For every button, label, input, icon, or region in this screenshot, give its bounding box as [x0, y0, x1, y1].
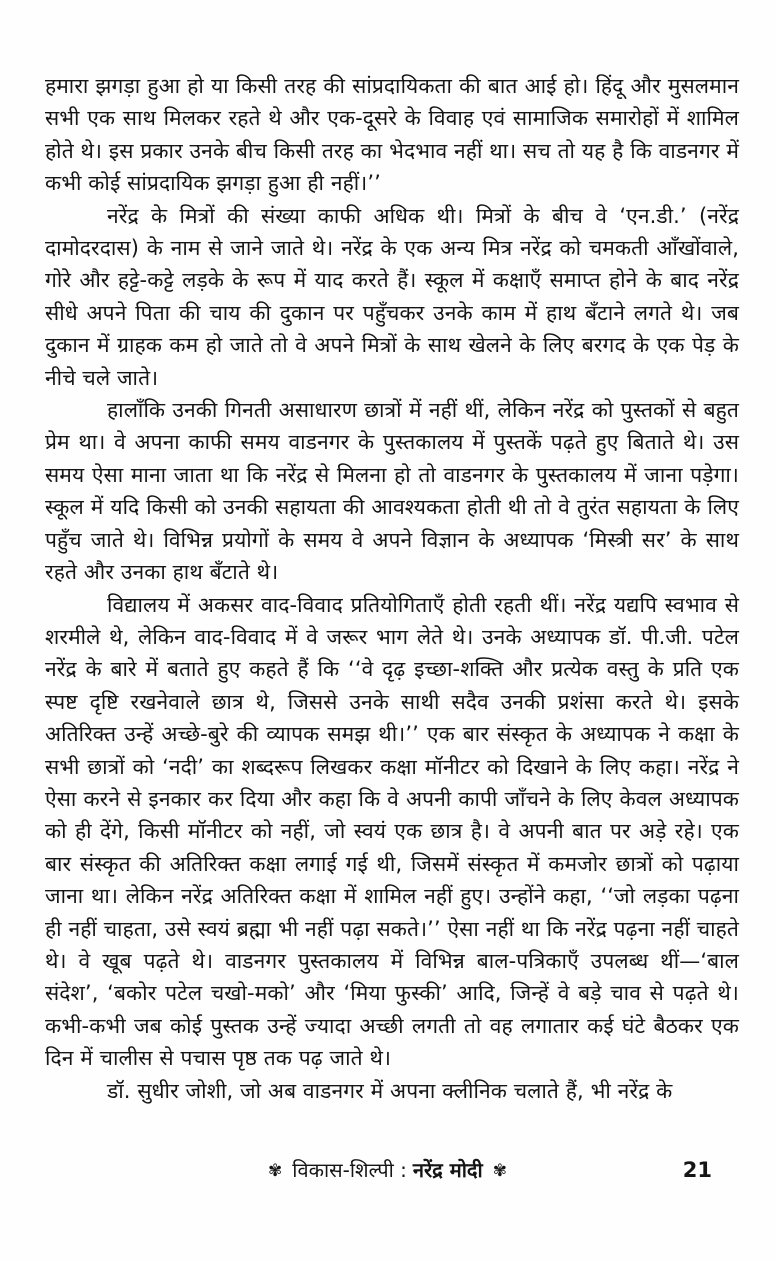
paragraph-4: विद्यालय में अकसर वाद-विवाद प्रतियोगिताएँ होती रहती थीं। नरेंद्र यद्यपि स्वभाव से शरमीले थे, लेकिन वाद-विवाद में वे जरूर भाग लेते थे। उनके अध्यापक डॉ. पी.जी. पटेल नरेंद्र के बारे में बताते हुए कहते हैं कि ‘‘वे दृढ़ इच्छा-शक्ति और प्रत्येक वस्तु के प्रति एक स्पष्ट दृष्टि रखनेवाले छात्र थे, जिससे उनके साथी सदैव उनकी प्रशंसा करते थे। इसके अतिरिक्त उन्हें अच्छे-बुरे की व्यापक समझ थी।’’ एक बार संस्कृत के अध्यापक ने कक्षा के सभी छात्रों को ‘नदी’ का शब्दरूप लिखकर कक्षा मॉनीटर को दिखाने के लिए कहा। नरेंद्र ने ऐसा करने से इनकार कर दिया और कहा कि वे अपनी कापी जाँचने के लिए केवल अध्यापक को ही देंगे, किसी मॉनीटर को नहीं, जो स्वयं एक छात्र है। वे अपनी बात पर अड़े रहे। एक बार संस्कृत की अतिरिक्त कक्षा लगाई गई थी, जिसमें संस्कृत में कमजोर छात्रों को पढ़ाया जाना था। लेकिन नरेंद्र अतिरिक्त कक्षा में शामिल नहीं हुए। उन्होंने कहा, ‘‘जो लड़का पढ़ना ही नहीं चाहता, उसे स्वयं ब्रह्मा भी नहीं पढ़ा सकते।’’ ऐसा नहीं था कि नरेंद्र पढ़ना नहीं चाहते थे। वे खूब पढ़ते थे। वाडनगर पुस्तकालय में विभिन्न बाल-पत्रिकाएँ उपलब्ध थीं—‘बाल संदेश’, ‘बकोर पटेल चखो-मको’ और ‘मिया फुस्की’ आदि, जिन्हें वे बड़े चाव से पढ़ते थे। कभी-कभी जब कोई पुस्तक उन्हें ज्यादा अच्छी लगती तो वह लगातार कई घंटे बैठकर एक दिन में चालीस से पचास पृष्ठ तक पढ़ जाते थे। [45, 592, 739, 1071]
paragraph-5: डॉ. सुधीर जोशी, जो अब वाडनगर में अपना क्लीनिक चलाते हैं, भी नरेंद्र के [107, 1078, 673, 1103]
paragraph-1: हमारा झगड़ा हुआ हो या किसी तरह की सांप्रदायिकता की बात आई हो। हिंदू और मुसलमान सभी एक साथ मिलकर रहते थे और एक-दूसरे के विवाह एवं सामाजिक समारोहों में शामिल होते थे। इस प्रकार उनके बीच किसी तरह का भेदभाव नहीं था। सच तो यह है कि वाडनगर में कभी कोई सांप्रदायिक झगड़ा हुआ ही नहीं।’’ [45, 74, 739, 196]
book-title-text: विकास-शिल्पी : [292, 1158, 407, 1182]
paragraph-2: नरेंद्र के मित्रों की संख्या काफी अधिक थी। मित्रों के बीच वे ‘एन.डी.’ (नरेंद्र दामोदरदास) के नाम से जाने जाते थे। नरेंद्र के एक अन्य मित्र नरेंद्र को चमकती आँखोंवाले, गोरे और हट्टे-कट्टे लड़के के रूप में याद करते हैं। स्कूल में कक्षाएँ समाप्त होने के बाद नरेंद्र सीधे अपने पिता की चाय की दुकान पर पहुँचकर उनके काम में हाथ बँटाने लगते थे। जब दुकान में ग्राहक कम हो जाते तो वे अपने मित्रों के साथ खेलने के लिए बरगद के एक पेड़ के नीचे चले जाते। [45, 203, 740, 390]
paragraph-3: हालाँकि उनकी गिनती असाधारण छात्रों में नहीं थीं, लेकिन नरेंद्र को पुस्तकों से बहुत प्रेम था। वे अपना काफी समय वाडनगर के पुस्तकालय में पुस्तकें पढ़ते हुए बिताते थे। उस समय ऐसा माना जाता था कि नरेंद्र से मिलना हो तो वाडनगर के पुस्तकालय में जाना पड़ेगा। स्कूल में यदि किसी को उनकी सहायता की आवश्यकता होती थी तो वे तुरंत सहायता के लिए पहुँच जाते थे। विभिन्न प्रयोगों के समय वे अपने विज्ञान के अध्यापक ‘मिस्त्री सर’ के साथ रहते और उनका हाथ बँटाते थे। [45, 398, 739, 585]
page-footer [0, 1150, 775, 1190]
rosette-ornament-left-icon: ✾ [268, 1161, 283, 1181]
page-number: 21 [682, 1158, 712, 1182]
running-title [0, 1150, 775, 1192]
page-text-block [45, 70, 739, 1107]
book-title-name: नरेंद्र मोदी [412, 1158, 483, 1182]
rosette-ornament-right-icon: ✾ [492, 1161, 507, 1181]
